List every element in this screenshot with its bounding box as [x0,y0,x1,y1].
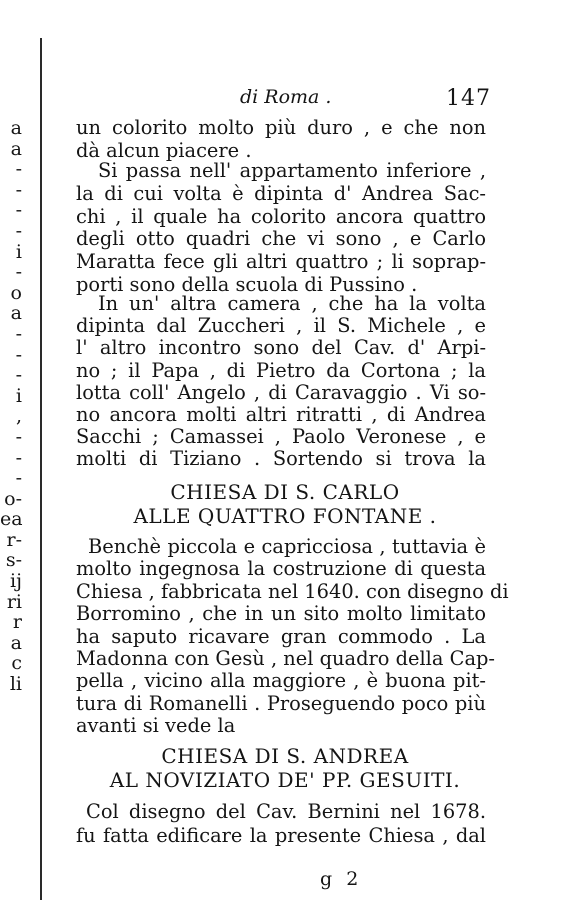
paragraph-appartamento [76,160,486,297]
section-heading-s-andrea [60,744,510,792]
text-line: porti sono della scuola di Pussino . [76,272,418,296]
paragraph-s-andrea [76,800,486,848]
margin-fragment: a [10,302,22,325]
running-header: di Roma . [240,86,332,108]
heading-line: CHIESA DI S. ANDREA [161,744,409,768]
margin-fragment: - [15,261,22,284]
text-line: no ancora molti altri ritratti , di Andrea [76,403,486,427]
margin-fragment: ea [0,508,23,531]
facing-page-fragments [0,118,22,695]
margin-fragment: i [15,240,22,263]
margin-fragment: - [15,178,22,201]
text-line: fu fatta edificare la presente Chiesa , dal [76,824,486,847]
margin-fragment: r [12,611,22,634]
margin-fragment: a [10,117,22,139]
margin-fragment: , [15,405,22,428]
margin-fragment: o- [4,487,22,510]
margin-fragment: - [15,343,22,366]
section-heading-s-carlo [60,480,510,528]
margin-fragment: s- [5,549,22,572]
heading-line: ALLE QUATTRO FONTANE . [133,504,437,528]
page-gutter-rule [40,38,42,900]
page-number: 147 [446,86,491,111]
text-line: no ; il Papa , di Pietro da Cortona ; la [76,358,486,382]
text-line: Si passa nell' appartamento inferiore , [98,159,486,182]
text-line: dipinta dal Zuccheri , il S. Michele , e [76,314,486,338]
text-line: l' altro incontro sono del Cav. d' Arpi- [76,336,486,360]
text-line: dà alcun piacere . [76,139,252,162]
heading-line: AL NOVIZIATO DE' PP. GESUITI. [109,768,461,792]
margin-fragment: a [10,631,22,654]
text-line: Maratta fece gli altri quattro ; li soprap- [76,250,486,274]
text-line: molto ingegnosa la costruzione di questa [76,557,486,581]
text-line: ha saputo ricavare gran commodo . La [76,624,486,648]
paragraph-camera [76,293,486,471]
margin-fragment: - [15,158,22,181]
text-line: lotta coll' Angelo , di Caravaggio . Vi so- [76,380,486,404]
text-line: tura di Romanelli . Proseguendo poco più [76,691,486,715]
text-line: Chiesa , fabbricata nel 1640. con disegno di [76,579,509,603]
margin-fragment: ij [10,570,22,593]
margin-fragment: - [15,322,22,345]
text-line: avanti si vede la [76,714,236,738]
text-line: Sacchi ; Camassei , Paolo Veronese , e [76,425,486,449]
margin-fragment: a [10,137,22,160]
text-line: un colorito molto più duro , e che non [76,116,486,139]
signature-mark: g 2 [320,868,363,890]
margin-fragment: ri [6,590,22,613]
margin-fragment: o [10,281,22,304]
text-line: chi , il quale ha colorito ancora quattro [76,204,486,228]
text-line: In un' altra camera , che ha la volta [98,292,486,315]
margin-fragment: - [15,425,22,448]
margin-fragment: - [15,199,22,222]
text-line: Madonna con Gesù , nel quadro della Cap- [76,647,495,671]
margin-fragment: - [15,467,22,490]
text-line: Col disegno del Cav. Bernini nel 1678. [86,800,486,823]
text-line: Borromino , che in un sito molto limitato [76,602,486,626]
margin-fragment: - [15,364,22,387]
text-line: la di cui volta è dipinta d' Andrea Sac- [76,181,486,205]
margin-fragment: i [15,384,22,407]
text-line: pella , vicino alla maggiore , è buona pit- [76,669,486,693]
paragraph-continuation [76,116,486,162]
margin-fragment: r- [6,528,22,551]
margin-fragment: li [9,673,22,696]
text-line: molti di Tiziano . Sortendo si trova la [76,447,486,471]
text-line: Benchè piccola e capricciosa , tuttavia è [88,535,486,558]
text-line: degli otto quadri che vi sono , e Carlo [76,227,486,251]
heading-line: CHIESA DI S. CARLO [170,480,400,504]
margin-fragment: - [15,219,22,242]
paragraph-s-carlo [76,535,509,738]
margin-fragment: c [11,652,22,675]
margin-fragment: - [15,446,22,469]
